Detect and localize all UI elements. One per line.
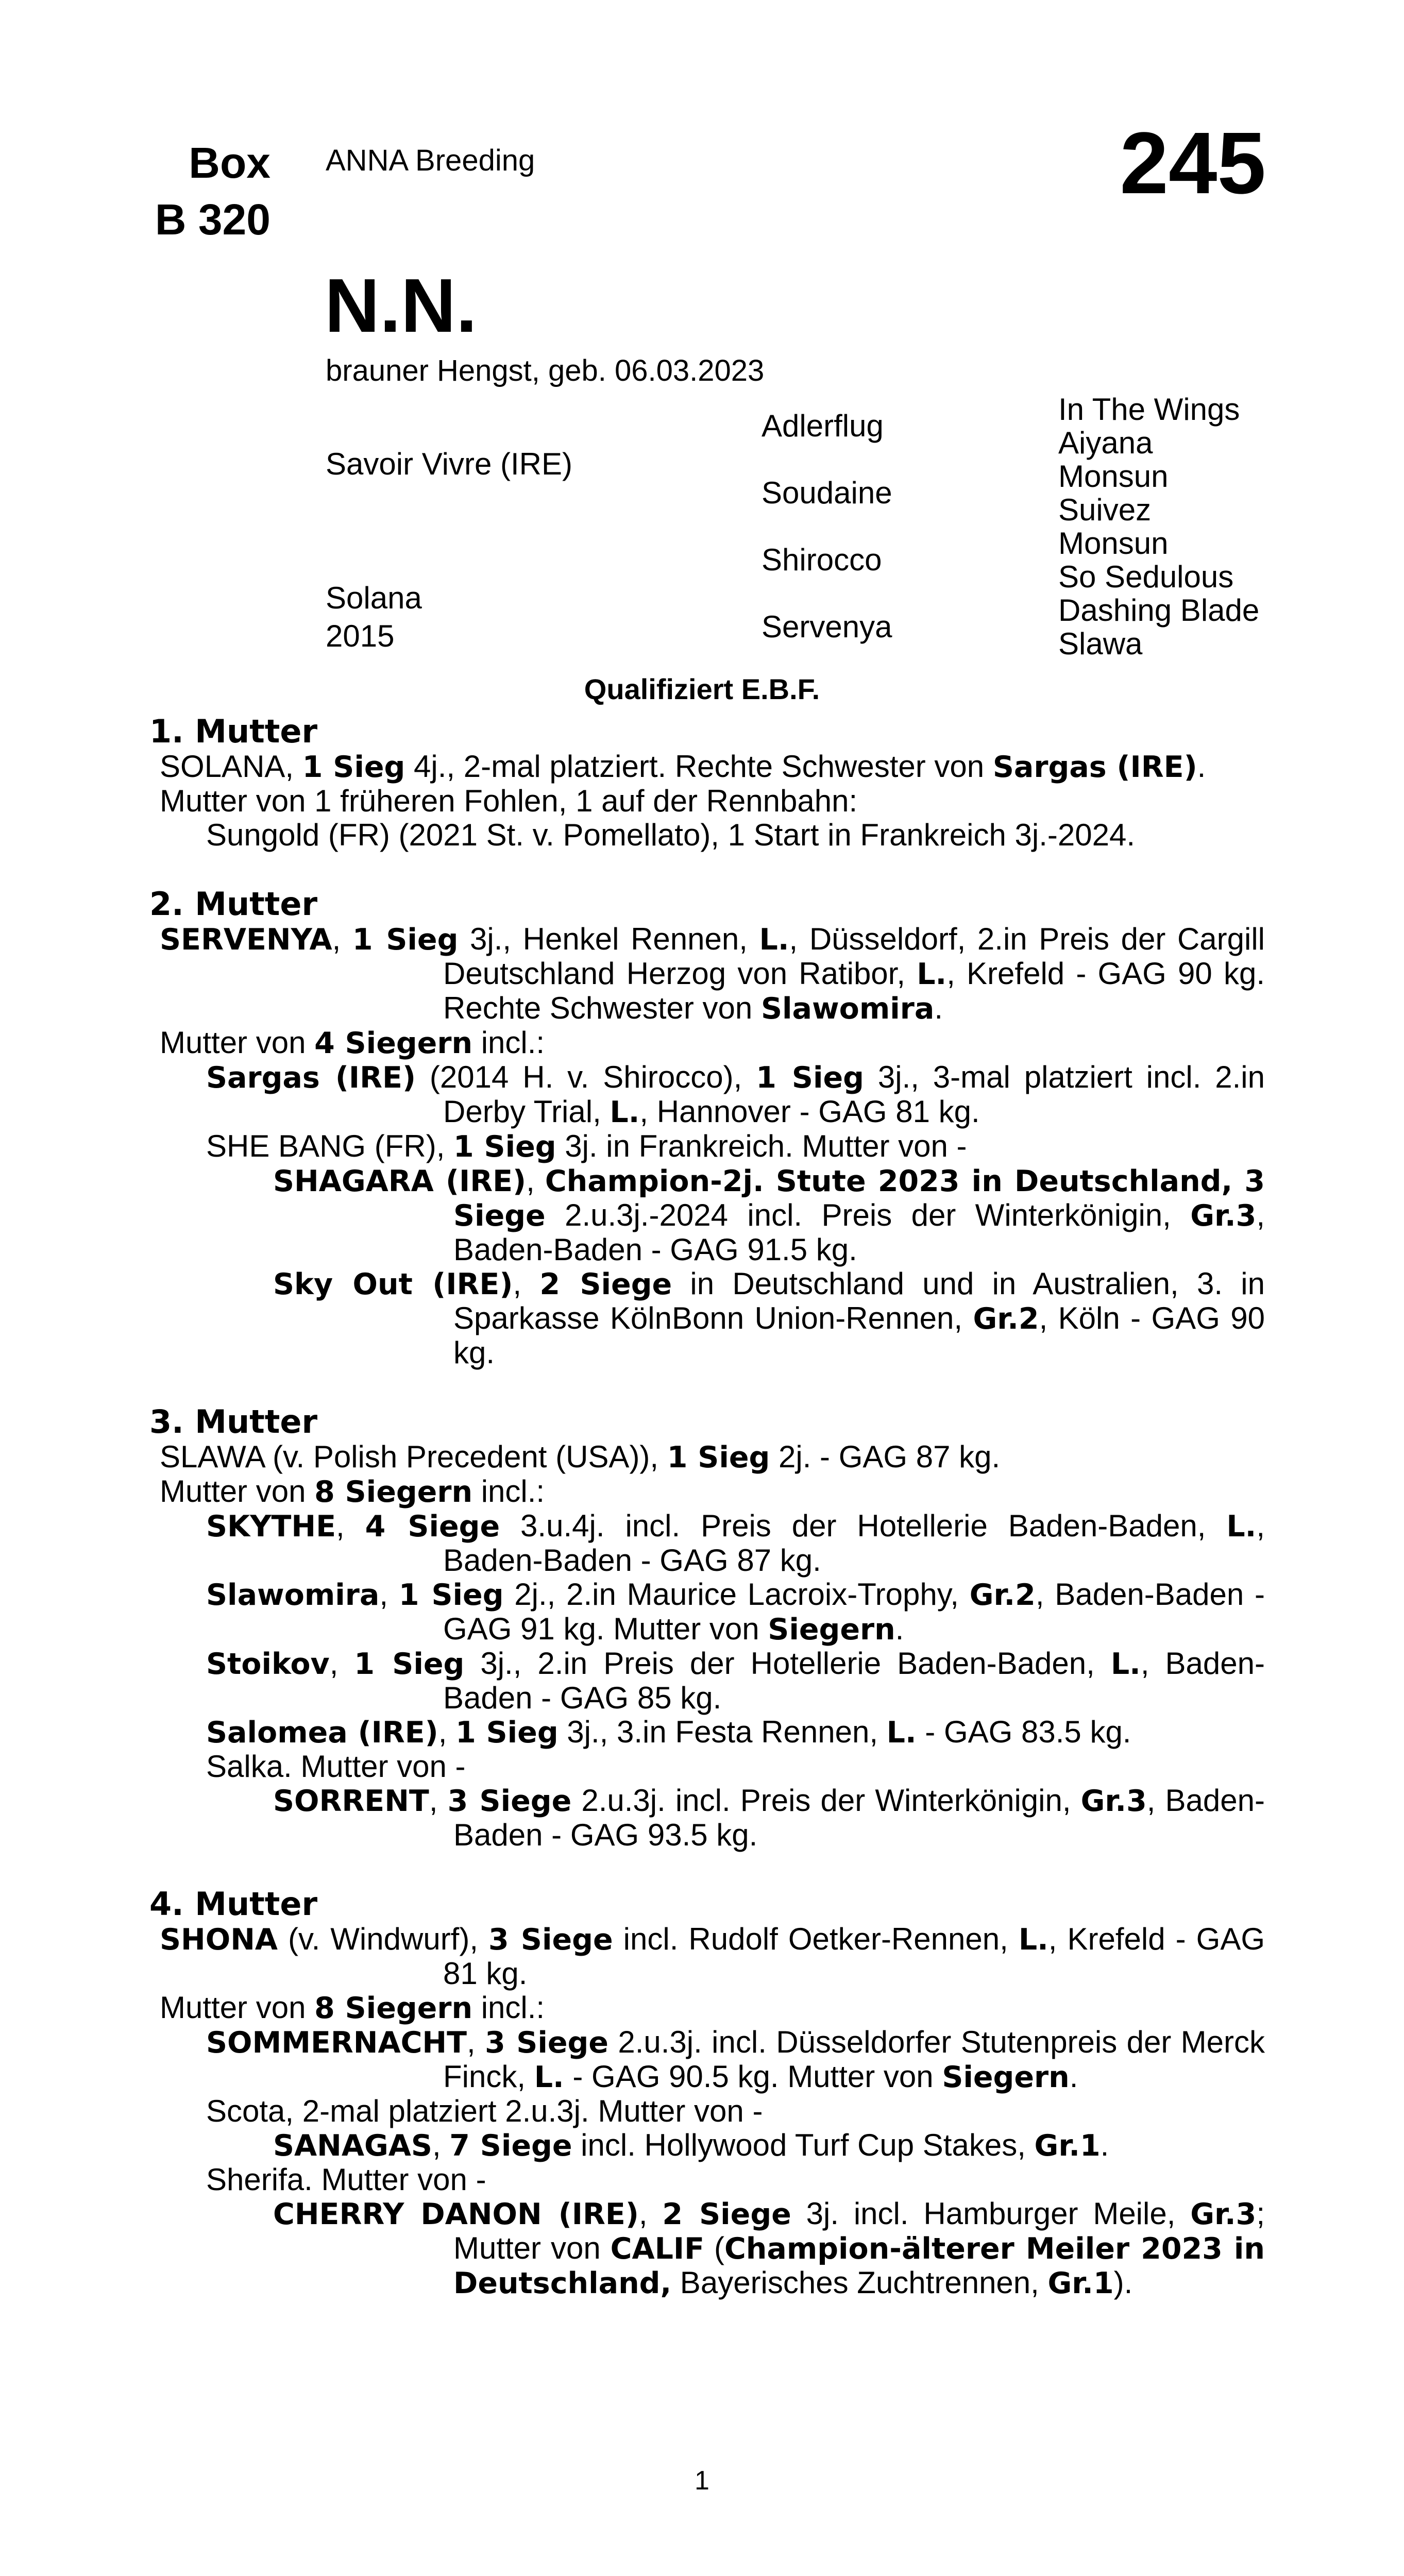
produce-summary: Mutter von 1 früheren Fohlen, 1 auf der Rennbahn: xyxy=(160,784,858,818)
breeder-name: ANNA Breeding xyxy=(326,144,535,177)
horse-name: N.N. xyxy=(325,263,477,348)
box-label: Box xyxy=(189,139,270,187)
page-number: 1 xyxy=(695,2466,709,2496)
box-number: B 320 xyxy=(155,195,270,244)
pedigree-gen3-entry: In The Wings xyxy=(1058,392,1240,427)
dam-entry: SLAWA (v. Polish Precedent (USA)), 1 Sieg 2j. - GAG 87 kg. xyxy=(160,1439,1001,1475)
foal-entry: SKYTHE, 4 Siege 3.u.4j. incl. Preis der Hotellerie Baden-Baden, L., Baden-Baden - GAG 87 kg. xyxy=(206,1509,1265,1578)
pedigree-dam-year: 2015 xyxy=(326,619,395,653)
dam-entry: SHONA (v. Windwurf), 3 Siege incl. Rudolf Oetker-Rennen, L., Krefeld - GAG 81 kg. xyxy=(160,1922,1265,1991)
pedigree-sire-sire: Adlerflug xyxy=(762,409,884,443)
pedigree-sire: Savoir Vivre (IRE) xyxy=(326,447,573,481)
produce-record xyxy=(149,714,1265,2300)
foal-entry: Salka. Mutter von - xyxy=(206,1749,466,1784)
grand-foal-entry: SANAGAS, 7 Siege incl. Hollywood Turf Cup Stakes, Gr.1. xyxy=(273,2128,1109,2163)
foal-entry: Slawomira, 1 Sieg 2j., 2.in Maurice Lacroix-Trophy, Gr.2, Baden-Baden - GAG 91 kg. Mutter von Siegern. xyxy=(206,1577,1265,1647)
pedigree-gen3-entry: Monsun xyxy=(1058,459,1169,494)
qualification-note: Qualifiziert E.B.F. xyxy=(584,673,820,705)
section-heading: 2. Mutter xyxy=(149,885,318,923)
foal-entry: Sherifa. Mutter von - xyxy=(206,2162,486,2197)
grand-foal-entry: SHAGARA (IRE), Champion-2j. Stute 2023 in Deutschland, 3 Siege 2.u.3j.-2024 incl. Preis der Winterkönigin, Gr.3, Baden-Baden - GAG 91.5 kg. xyxy=(273,1163,1265,1267)
pedigree-gen3-entry: Suivez xyxy=(1058,493,1152,527)
foal-entry: Sungold (FR) (2021 St. v. Pomellato), 1 Start in Frankreich 3j.-2024. xyxy=(206,818,1136,852)
foal-entry: Salomea (IRE), 1 Sieg 3j., 3.in Festa Rennen, L. - GAG 83.5 kg. xyxy=(206,1715,1131,1750)
grand-foal-entry: Sky Out (IRE), 2 Siege in Deutschland und in Australien, 3. in Sparkasse KölnBonn Union-Rennen, Gr.2, Köln - GAG 90 kg. xyxy=(273,1266,1265,1370)
pedigree-gen3-entry: So Sedulous xyxy=(1058,560,1234,594)
section-fourth-dam xyxy=(149,1886,1265,2300)
produce-summary: Mutter von 4 Siegern incl.: xyxy=(160,1025,545,1060)
produce-summary: Mutter von 8 Siegern incl.: xyxy=(160,1474,545,1509)
section-first-dam xyxy=(149,714,1265,852)
grand-foal-entry: CHERRY DANON (IRE), 2 Siege 3j. incl. Hamburger Meile, Gr.3; Mutter von CALIF (Champion-älterer Meiler 2023 in Deutschland, Bayerisches Zuchtrennen, Gr.1). xyxy=(273,2196,1265,2300)
pedigree-gen3-entry: Aiyana xyxy=(1058,426,1153,460)
lot-number: 245 xyxy=(1120,114,1266,212)
foal-entry: SHE BANG (FR), 1 Sieg 3j. in Frankreich. Mutter von - xyxy=(206,1129,967,1164)
section-heading: 3. Mutter xyxy=(149,1403,318,1440)
pedigree-dam: Solana xyxy=(326,581,422,615)
pedigree-dam-dam: Servenya xyxy=(762,609,892,644)
horse-description: brauner Hengst, geb. 06.03.2023 xyxy=(326,354,765,387)
pedigree-gen3-entry: Monsun xyxy=(1058,526,1169,561)
grand-foal-entry: SORRENT, 3 Siege 2.u.3j. incl. Preis der Winterkönigin, Gr.3, Baden-Baden - GAG 93.5 kg. xyxy=(273,1783,1265,1852)
section-heading: 4. Mutter xyxy=(149,1885,318,1923)
pedigree-gen3-entry: Dashing Blade xyxy=(1058,593,1260,628)
pedigree-gen3-entry: Slawa xyxy=(1058,626,1143,661)
pedigree-sire-dam: Soudaine xyxy=(762,476,892,510)
pedigree-dam-sire: Shirocco xyxy=(762,543,882,577)
dam-entry: SOLANA, 1 Sieg 4j., 2-mal platziert. Rechte Schwester von Sargas (IRE). xyxy=(160,749,1206,784)
foal-entry: Sargas (IRE) (2014 H. v. Shirocco), 1 Sieg 3j., 3-mal platziert incl. 2.in Derby Trial, L., Hannover - GAG 81 kg. xyxy=(206,1060,1265,1129)
section-second-dam xyxy=(149,886,1265,1370)
produce-summary: Mutter von 8 Siegern incl.: xyxy=(160,1990,545,2025)
foal-entry: Scota, 2-mal platziert 2.u.3j. Mutter von - xyxy=(206,2094,763,2128)
foal-entry: SOMMERNACHT, 3 Siege 2.u.3j. incl. Düsseldorfer Stutenpreis der Merck Finck, L. - GAG 90.5 kg. Mutter von Siegern. xyxy=(206,2025,1265,2094)
foal-entry: Stoikov, 1 Sieg 3j., 2.in Preis der Hotellerie Baden-Baden, L., Baden-Baden - GAG 85 kg. xyxy=(206,1646,1265,1715)
dam-entry: SERVENYA, 1 Sieg 3j., Henkel Rennen, L., Düsseldorf, 2.in Preis der Cargill Deutschland Herzog von Ratibor, L., Krefeld - GAG 90 kg. Rechte Schwester von Slawomira. xyxy=(160,922,1265,1026)
section-heading: 1. Mutter xyxy=(149,713,318,750)
section-third-dam xyxy=(149,1404,1265,1852)
